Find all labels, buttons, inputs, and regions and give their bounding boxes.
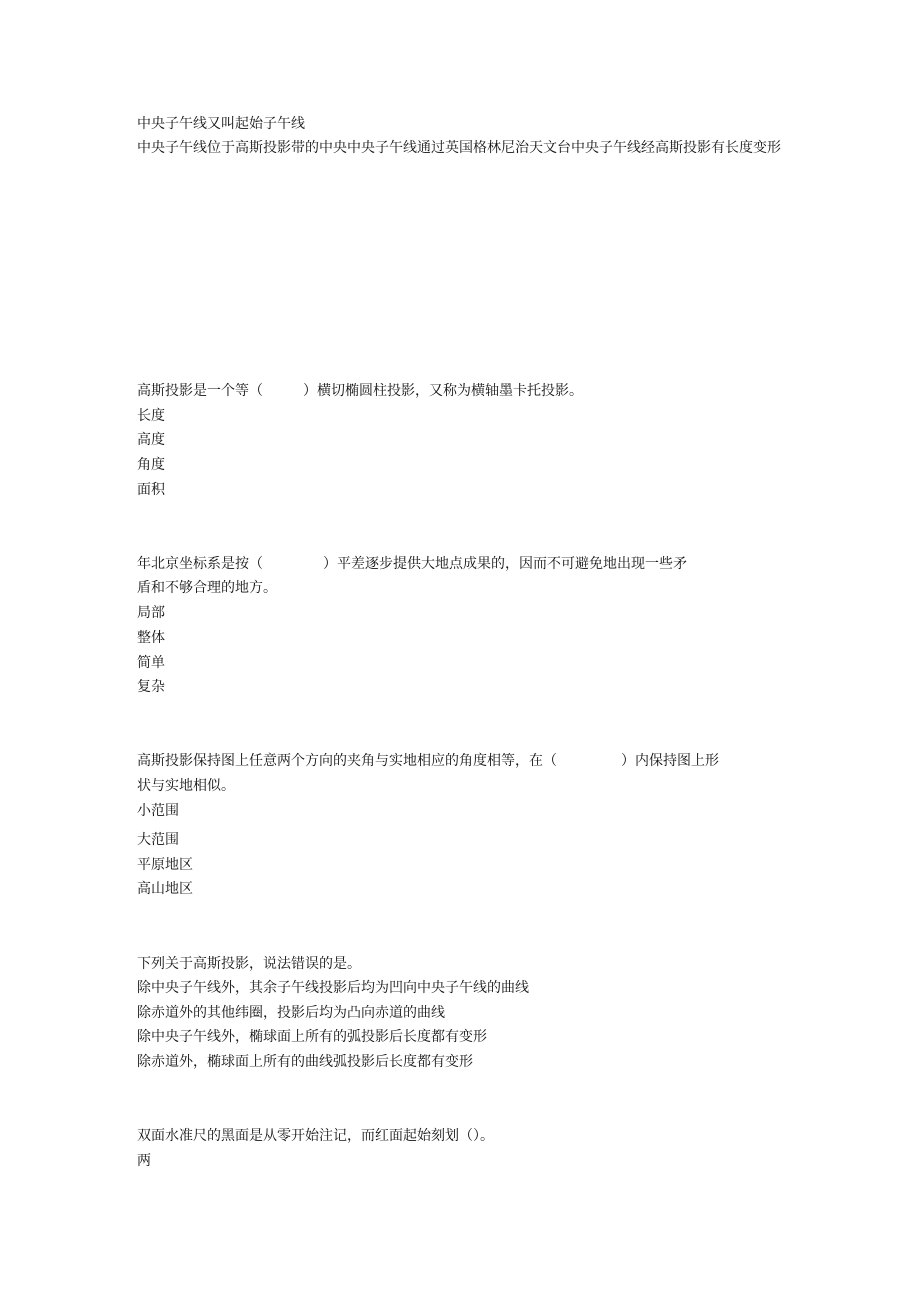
question-5-option: 两	[137, 1153, 151, 1169]
question-2-option: 复杂	[137, 679, 165, 695]
question-4-option: 除赤道外，椭球面上所有的曲线弧投影后长度都有变形	[137, 1054, 473, 1070]
question-1-option: 长度	[137, 408, 165, 424]
question-5-stem: 双面水准尺的黑面是从零开始注记，而红面起始刻划（）。	[137, 1128, 494, 1144]
question-1-option: 角度	[137, 457, 165, 473]
intro-line-1: 中央子午线又叫起始子午线	[137, 116, 305, 132]
question-4-option: 除中央子午线外，椭球面上所有的弧投影后长度都有变形	[137, 1029, 487, 1045]
question-3-stem-before: 高斯投影保持图上任意两个方向的夹角与实地相应的角度相等，在（	[137, 753, 557, 769]
question-1-stem	[137, 382, 583, 400]
question-3-option: 高山地区	[137, 881, 193, 897]
question-2-option: 简单	[137, 655, 165, 671]
question-3-option: 小范围	[137, 803, 179, 819]
question-3-option: 平原地区	[137, 857, 193, 873]
question-4-stem: 下列关于高斯投影，说法错误的是。	[137, 956, 361, 972]
question-1-stem-after: ）横切椭圆柱投影，又称为横轴墨卡托投影。	[303, 383, 583, 399]
question-2-stem	[137, 555, 687, 573]
question-2-option: 整体	[137, 630, 165, 646]
intro-line-2: 中央子午线位于高斯投影带的中央中央子午线通过英国格林尼治天文台中央子午线经高斯投影有长度变形	[137, 140, 781, 156]
question-3-stem-after: ）内保持图上形	[621, 753, 719, 769]
question-2-option: 局部	[137, 605, 165, 621]
question-3-stem-line-2: 状与实地相似。	[137, 778, 235, 794]
question-4-option: 除赤道外的其他纬圈，投影后均为凸向赤道的曲线	[137, 1005, 445, 1021]
question-2-stem-before: 年北京坐标系是按（	[137, 556, 263, 572]
question-1-stem-before: 高斯投影是一个等（	[137, 383, 263, 399]
question-4-option: 除中央子午线外，其余子午线投影后均为凹向中央子午线的曲线	[137, 980, 529, 996]
question-3-stem	[137, 752, 719, 770]
question-2-stem-line-2: 盾和不够合理的地方。	[137, 580, 277, 596]
question-1-option: 面积	[137, 482, 165, 498]
question-1-option: 高度	[137, 432, 165, 448]
question-3-option: 大范围	[137, 832, 179, 848]
question-2-stem-after: ）平差逐步提供大地点成果的，因而不可避免地出现一些矛	[323, 556, 687, 572]
